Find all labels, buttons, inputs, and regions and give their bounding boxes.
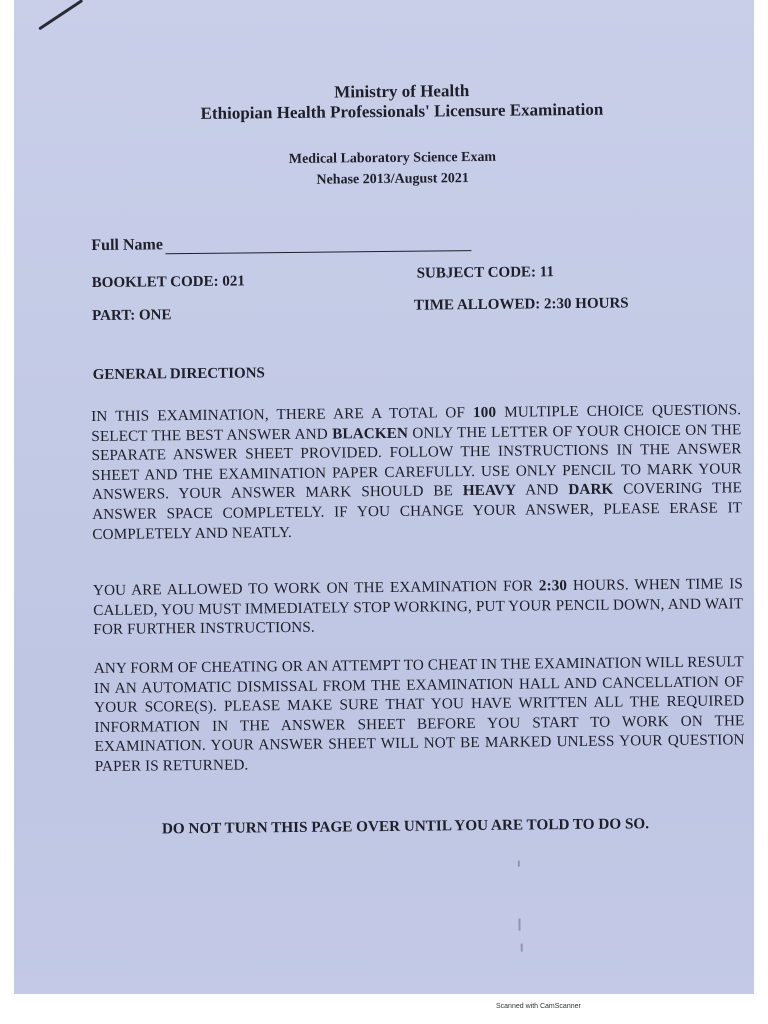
do-not-turn-warning: DO NOT TURN THIS PAGE OVER UNTIL YOU ARE TOLD TO DO SO. <box>161 815 650 838</box>
exam-date: Nehase 2013/August 2021 <box>316 171 469 188</box>
booklet-code: BOOKLET CODE: 021 <box>91 273 245 292</box>
exam-part: PART: ONE <box>92 307 172 325</box>
exam-subject: Medical Laboratory Science Exam <box>288 149 497 167</box>
time-allowed: TIME ALLOWED: 2:30 HOURS <box>413 295 629 314</box>
subject-code: SUBJECT CODE: 11 <box>416 264 555 282</box>
scan-speck <box>518 919 520 931</box>
scan-speck <box>521 944 523 952</box>
pen-stroke-mark <box>38 0 83 30</box>
directions-paragraph-2: YOU ARE ALLOWED TO WORK ON THE EXAMINATION FOR 2:30 HOURS. WHEN TIME IS CALLED, YOU MUST IMMEDIATELY STOP WORKING, PUT YOUR PENCIL DOWN, AND WAIT FOR FURTHER INSTRUCTIONS. <box>92 575 744 639</box>
ministry-heading: Ministry of Health <box>334 81 470 102</box>
directions-paragraph-3: ANY FORM OF CHEATING OR AN ATTEMPT TO CHEAT IN THE EXAMINATION WILL RESULT IN AN AUTOMATIC DISMISSAL FROM THE EXAMINATION HALL AND CANCELLATION OF YOUR SCORE(S). PLEASE MAKE SURE THAT YOU HAVE WRITTEN ALL THE REQUIRED INFORMATION IN THE ANSWER SHEET BEFORE YOU START TO WORK ON THE EXAMINATION. YOUR ANSWER SHEET WILL NOT BE MARKED UNLESS YOUR QUESTION PAPER IS RETURNED. <box>93 653 745 776</box>
full-name-field <box>91 233 471 255</box>
full-name-blank-line <box>165 236 471 254</box>
exam-cover-page <box>14 0 754 994</box>
exam-body-heading: Ethiopian Health Professionals' Licensure Examination <box>200 99 604 123</box>
document-body <box>14 0 754 994</box>
scanner-watermark: Scanned with CamScanner <box>496 1003 581 1010</box>
directions-paragraph-1: IN THIS EXAMINATION, THERE ARE A TOTAL OF 100 MULTIPLE CHOICE QUESTIONS. SELECT THE BEST ANSWER AND BLACKEN ONLY THE LETTER OF YOUR CHOICE ON THE SEPARATE ANSWER SHEET PROVIDED. FOLLOW THE INSTRUCTIONS IN THE ANSWER SHEET AND THE EXAMINATION PAPER CAREFULLY. USE ONLY PENCIL TO MARK YOUR ANSWERS. YOUR ANSWER MARK SHOULD BE HEAVY AND DARK COVERING THE ANSWER SPACE COMPLETELY. IF YOU CHANGE YOUR ANSWER, PLEASE ERASE IT COMPLETELY AND NEATLY. <box>91 401 743 543</box>
full-name-label: Full Name <box>91 236 163 255</box>
general-directions-title: GENERAL DIRECTIONS <box>92 365 265 384</box>
scan-speck <box>518 861 520 867</box>
